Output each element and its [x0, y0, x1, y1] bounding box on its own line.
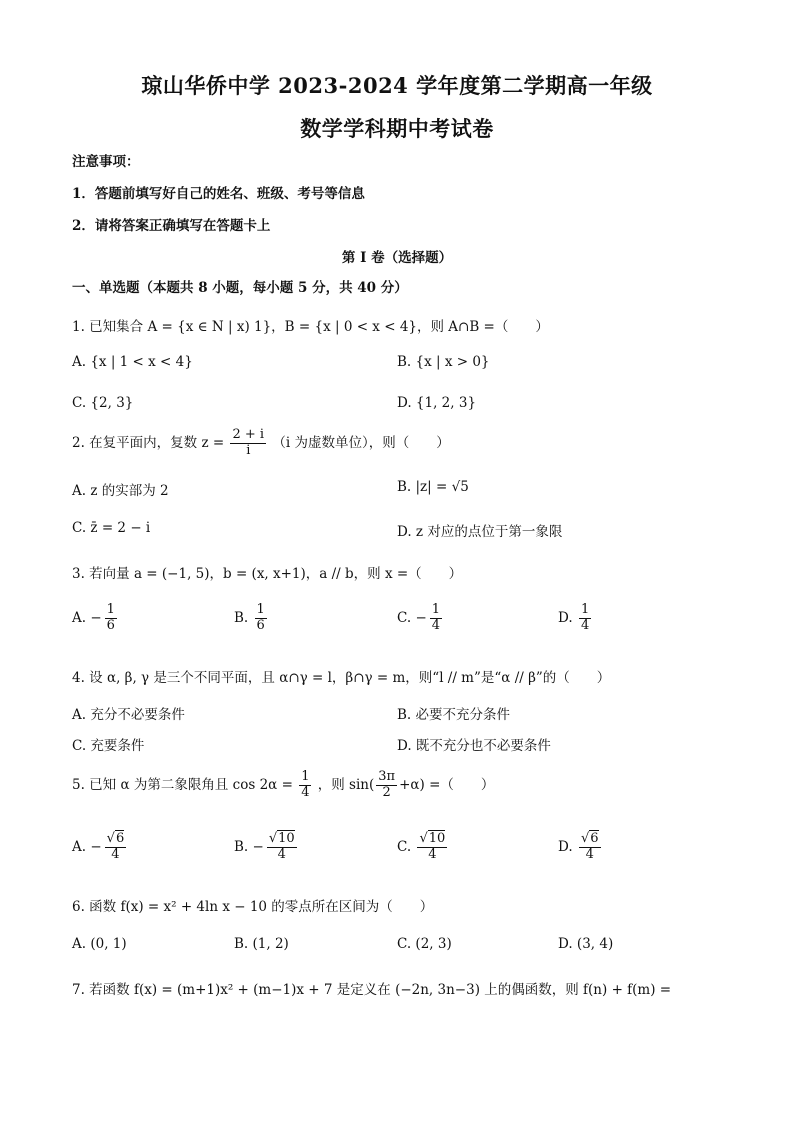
- q3-d-frac: [579, 603, 591, 634]
- q3-a-frac: [105, 603, 117, 634]
- q5-frac2-num: 3π: [378, 769, 396, 784]
- q2-stem-post: （i 为虚数单位），则（ ）: [272, 434, 450, 451]
- question-7-stem: 7. 若函数 f(x) = (m+1)x² + (m−1)x + 7 是定义在 (−2n, 3n−3) 上的偶函数，则 f(n) + f(m) =: [72, 982, 672, 998]
- q5-b-label: B.: [234, 838, 249, 855]
- q5-c-sqrt: √: [419, 831, 428, 846]
- q5-frac-den: 4: [301, 784, 310, 800]
- question-5-stem: [72, 770, 494, 801]
- question-3-stem: 3. 若向量 a = (−1, 5)，b = (x, x+1)，a // b，则 x =（ ）: [72, 566, 463, 582]
- q4-option-d: D. 既不充分也不必要条件: [397, 738, 551, 754]
- q5-b-num-wrap: [267, 832, 297, 848]
- question-2-stem: [72, 428, 450, 459]
- q3-b-den: 6: [256, 617, 265, 633]
- q5-d-num: 6: [590, 831, 599, 846]
- q3-c-label: C.: [397, 609, 412, 626]
- q5-d-label: D.: [558, 838, 573, 855]
- q6-option-c: C. (2, 3): [397, 936, 452, 952]
- q3-option-c: [397, 603, 444, 634]
- notes-item-2: 2．请将答案正确填写在答题卡上: [72, 218, 271, 234]
- volume-title: 第 I 卷（选择题）: [341, 250, 453, 266]
- notes-heading: 注意事项：: [72, 154, 140, 170]
- q5-fraction-2: [376, 770, 397, 801]
- q5-b-sqrt: √: [268, 831, 278, 846]
- q3-a-den: 6: [106, 617, 115, 633]
- question-1-stem: 1. 已知集合 A = {x ∈ N | x) 1}，B = {x | 0 < x < 4}，则 A∩B =（ ）: [72, 319, 549, 335]
- q2-frac-num: 2 + i: [232, 427, 265, 442]
- q3-c-minus: −: [415, 610, 427, 627]
- q5-b-num: 10: [278, 831, 295, 846]
- q2-option-c: C. z̄ = 2 − i: [72, 520, 151, 536]
- q2-frac-den: i: [246, 442, 251, 458]
- q3-b-num: 1: [256, 602, 265, 617]
- exam-title: 琼山华侨中学 2023-2024 学年度第二学期高一年级: [141, 73, 653, 98]
- q3-b-label: B.: [234, 609, 249, 626]
- q3-a-num: 1: [106, 602, 115, 617]
- q5-d-sqrt: √: [580, 831, 590, 846]
- q4-option-a: A. 充分不必要条件: [72, 707, 185, 723]
- q5-option-b: [234, 832, 299, 863]
- q5-a-frac: [105, 832, 127, 863]
- q5-a-sqrt: √: [106, 831, 115, 846]
- q5-option-d: [558, 832, 603, 863]
- q5-a-num: 6: [115, 831, 125, 846]
- q5-d-frac: [579, 832, 601, 863]
- q3-d-label: D.: [558, 609, 573, 626]
- q5-b-frac: [267, 832, 297, 863]
- q6-option-b: B. (1, 2): [234, 936, 289, 952]
- q3-d-den: 4: [580, 617, 590, 633]
- part-title: 一、单选题（本题共 8 小题，每小题 5 分，共 40 分）: [72, 280, 408, 296]
- q5-a-label: A.: [72, 838, 87, 855]
- q5-d-den: 4: [585, 846, 594, 862]
- q1-option-d: D. {1, 2, 3}: [397, 395, 477, 411]
- q2-fraction: [230, 428, 266, 459]
- q2-option-a: A. z 的实部为 2: [72, 483, 169, 499]
- q5-stem-pre: 5. 已知 α 为第二象限角且 cos 2α =: [72, 776, 293, 793]
- q5-stem-mid: ，则 sin(: [317, 776, 375, 793]
- q5-c-num-wrap: [417, 832, 447, 848]
- q5-a-den: 4: [111, 846, 120, 862]
- q3-c-frac: [430, 603, 442, 634]
- q3-a-label: A.: [72, 609, 87, 626]
- exam-subtitle: 数学学科期中考试卷: [300, 116, 494, 141]
- q5-b-den: 4: [277, 846, 286, 862]
- q1-option-a: A. {x | 1 < x < 4}: [72, 354, 193, 370]
- q2-option-d: D. z 对应的点位于第一象限: [397, 524, 563, 540]
- question-4-stem: 4. 设 α, β, γ 是三个不同平面，且 α∩γ = l，β∩γ = m，则“l // m”是“α // β”的（ ）: [72, 670, 611, 686]
- q3-c-den: 4: [431, 617, 441, 633]
- q5-c-label: C.: [397, 838, 412, 855]
- q2-stem-pre: 2. 在复平面内，复数 z =: [72, 434, 225, 451]
- q5-c-den: 4: [428, 846, 437, 862]
- q5-b-minus: −: [252, 839, 264, 856]
- q5-a-minus: −: [90, 839, 102, 856]
- q5-frac2-den: 2: [382, 784, 391, 800]
- question-6-stem: 6. 函数 f(x) = x² + 4ln x − 10 的零点所在区间为（ ）: [72, 899, 434, 915]
- notes-item-1: 1．答题前填写好自己的姓名、班级、考号等信息: [72, 186, 365, 202]
- q3-option-b: [234, 603, 269, 634]
- q5-a-num-wrap: [105, 832, 127, 848]
- q6-option-d: D. (3, 4): [558, 936, 614, 952]
- q3-option-a: [72, 603, 119, 634]
- q6-option-a: A. (0, 1): [72, 936, 127, 952]
- q5-d-num-wrap: [579, 832, 601, 848]
- q5-option-a: [72, 832, 128, 863]
- q3-d-num: 1: [580, 602, 590, 617]
- q5-option-c: [397, 832, 449, 863]
- q5-frac-num: 1: [301, 769, 310, 784]
- q1-option-c: C. {2, 3}: [72, 395, 134, 411]
- q3-c-num: 1: [431, 602, 441, 617]
- q5-c-num: 10: [428, 831, 446, 846]
- q5-c-frac: [417, 832, 447, 863]
- q3-a-minus: −: [90, 610, 102, 627]
- q4-option-c: C. 充要条件: [72, 738, 145, 754]
- q3-option-d: [558, 603, 593, 634]
- q5-stem-post: +α) =（ ）: [399, 776, 495, 793]
- q2-option-b: B. |z| = √5: [397, 479, 469, 495]
- q1-option-b: B. {x | x > 0}: [397, 354, 490, 370]
- q5-fraction: [299, 770, 311, 801]
- q3-b-frac: [255, 603, 267, 634]
- q4-option-b: B. 必要不充分条件: [397, 707, 511, 723]
